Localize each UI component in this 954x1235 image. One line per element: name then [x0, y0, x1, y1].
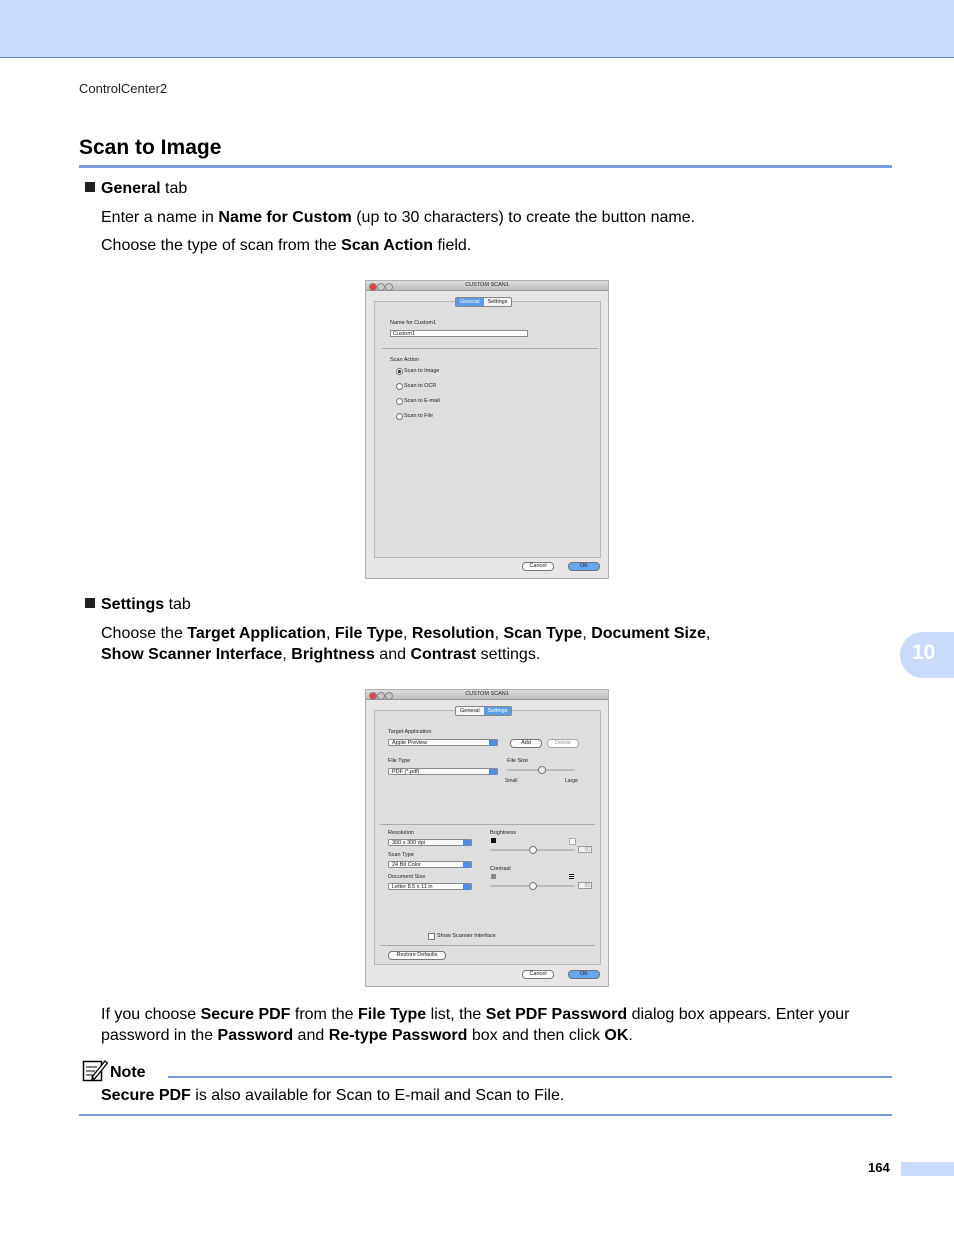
scan-to-ocr-label: Scan to OCR [404, 383, 437, 389]
scan-action-label: Scan Action [390, 357, 420, 363]
dialog-tab-bar [455, 706, 512, 716]
tab-general[interactable]: General [456, 298, 484, 306]
general-tab-bullet: General tab [85, 180, 187, 198]
bullet-square-icon [85, 598, 95, 608]
contrast-high-icon [569, 874, 574, 879]
file-size-label: File Size [507, 758, 529, 764]
popup-arrows-icon [489, 769, 497, 775]
tab-settings[interactable]: Settings [487, 299, 508, 305]
brightness-label: Brightness [490, 830, 516, 836]
settings-tab-bullet: Settings tab [85, 596, 191, 614]
note-text: Secure PDF is also available for Scan to E-mail and Scan to File. [101, 1087, 565, 1104]
settings-paragraph: Choose the Target Application, File Type, Resolution, Scan Type, Document Size, Show Scanner Interface, Brightness and Contrast settings. [101, 625, 711, 663]
show-scanner-interface-checkbox[interactable] [428, 933, 435, 940]
scan-to-email-radio[interactable] [396, 398, 403, 405]
settings-tab-dialog [365, 689, 609, 987]
dialog-title: CUSTOM SCAN1 [465, 282, 509, 288]
page-number: 164 [868, 1160, 890, 1175]
file-type-select[interactable]: PDF (*.pdf) [388, 768, 498, 775]
cancel-button[interactable]: Cancel [522, 970, 554, 979]
ok-button[interactable]: OK [568, 562, 600, 571]
general-paragraph-1: Enter a name in Name for Custom (up to 30 characters) to create the button name. [101, 209, 696, 226]
file-type-label: File Type [388, 758, 411, 764]
divider [382, 348, 598, 349]
scan-to-image-radio[interactable] [396, 368, 403, 375]
settings-panel [374, 710, 601, 965]
contrast-slider-knob[interactable] [529, 882, 537, 890]
section-title: Scan to Image [79, 136, 222, 159]
dialog-titlebar [366, 690, 608, 700]
chapter-tab: 10 [900, 632, 954, 678]
dialog-title: CUSTOM SCAN1 [465, 691, 509, 697]
dialog-tab-bar [455, 297, 512, 307]
general-panel [374, 301, 601, 558]
dialog-titlebar [366, 281, 608, 291]
scan-to-email-label: Scan to E-mail [404, 398, 440, 404]
divider [380, 824, 595, 825]
contrast-low-icon [491, 874, 496, 879]
target-application-label: Target Application [388, 729, 432, 735]
scan-type-select[interactable]: 24 Bit Color [388, 861, 472, 868]
scan-type-label: Scan Type [388, 852, 414, 858]
general-paragraph-2: Choose the type of scan from the Scan Action field. [101, 237, 472, 254]
resolution-label: Resolution [388, 830, 414, 836]
file-size-large-label: Large [565, 778, 578, 784]
restore-defaults-button[interactable]: Restore Defaults [388, 951, 446, 960]
brightness-slider-knob[interactable] [529, 846, 537, 854]
ok-button[interactable]: OK [568, 970, 600, 979]
popup-arrows-icon [489, 740, 497, 746]
brightness-dark-icon [491, 838, 496, 843]
popup-arrows-icon [463, 840, 471, 846]
file-size-slider-knob[interactable] [538, 766, 546, 774]
name-for-custom-label: Name for Custom1 [390, 320, 437, 326]
brightness-value-field[interactable]: 50 [578, 846, 592, 853]
file-size-small-label: Small [505, 778, 518, 784]
resolution-select[interactable]: 300 x 300 dpi [388, 839, 472, 846]
page-number-bar [901, 1162, 954, 1176]
title-rule [79, 165, 892, 168]
contrast-label: Contrast [490, 866, 511, 872]
general-tab-dialog [365, 280, 609, 579]
cancel-button[interactable]: Cancel [522, 562, 554, 571]
secure-pdf-paragraph: If you choose Secure PDF from the File Type list, the Set PDF Password dialog box appears. Enter your password in the Password and Re-type Password box and then click OK. [101, 1006, 850, 1044]
delete-button[interactable]: Delete [547, 739, 579, 748]
note-pencil-icon [82, 1058, 108, 1082]
name-for-custom-input[interactable]: Custom1 [390, 330, 528, 337]
note-rule-bottom [79, 1114, 892, 1116]
document-size-label: Document Size [388, 874, 426, 880]
popup-arrows-icon [463, 862, 471, 868]
scan-to-ocr-radio[interactable] [396, 383, 403, 390]
brightness-light-icon [569, 838, 576, 845]
show-scanner-interface-label: Show Scanner Interface [437, 933, 496, 939]
target-application-select[interactable]: Apple Preview [388, 739, 498, 746]
scan-to-file-label: Scan to File [404, 413, 434, 419]
tab-settings[interactable]: Settings [484, 707, 512, 715]
scan-to-image-label: Scan to Image [404, 368, 440, 374]
document-size-select[interactable]: Letter 8.5 x 11 in [388, 883, 472, 890]
running-header: ControlCenter2 [79, 81, 168, 96]
scan-to-file-radio[interactable] [396, 413, 403, 420]
popup-arrows-icon [463, 884, 471, 890]
contrast-value-field[interactable]: 50 [578, 882, 592, 889]
add-button[interactable]: Add [510, 739, 542, 748]
bullet-square-icon [85, 182, 95, 192]
note-label: Note [110, 1064, 146, 1081]
tab-general[interactable]: General [460, 708, 480, 714]
note-rule-top [168, 1076, 892, 1078]
divider [380, 945, 595, 946]
top-banner [0, 0, 954, 58]
